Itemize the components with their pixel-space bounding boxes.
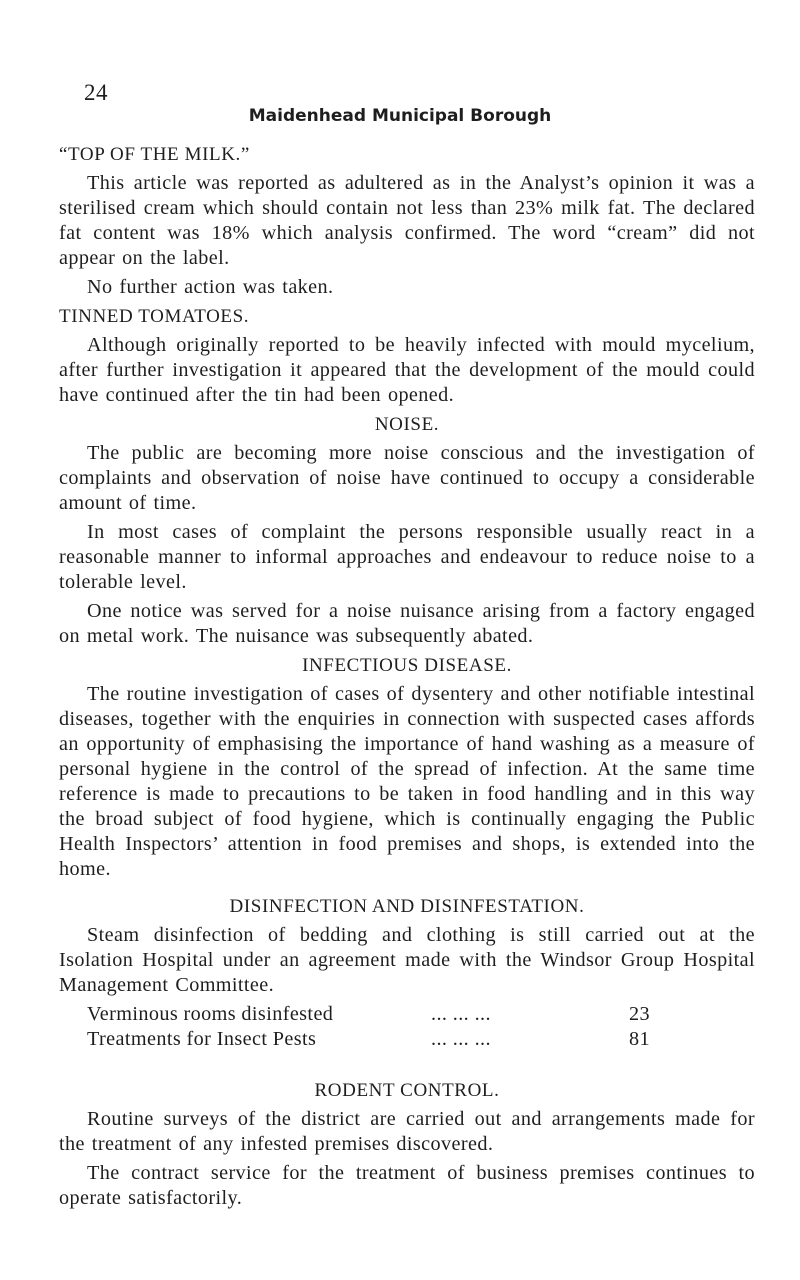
heading-noise: NOISE. — [374, 414, 440, 435]
heading-disinfection: DISINFECTION AND DISINFESTATION. — [229, 896, 585, 917]
page-content — [59, 142, 755, 1211]
heading-infectious-disease: INFECTIOUS DISEASE. — [302, 655, 512, 676]
paragraph-noise-3: One notice was served for a noise nuisance arising from a factory engaged on metal work. The nuisance was subsequently abated. — [59, 600, 755, 647]
page-header: Maidenhead Municipal Borough — [248, 106, 552, 126]
row-leader-dots: ... ... ... — [431, 1028, 491, 1050]
table-row — [59, 1027, 755, 1052]
row-value: 23 — [629, 1003, 650, 1025]
heading-tinned-tomatoes: TINNED TOMATOES. — [59, 306, 250, 327]
row-leader-dots: ... ... ... — [431, 1003, 491, 1025]
row-label: Treatments for Insect Pests — [87, 1028, 317, 1050]
paragraph-infectious-disease: The routine investigation of cases of dysentery and other notifiable intestinal diseases, together with the enquiries in connection with suspected cases affords an opportunity of emphasising the importance of hand washing as a measure of personal hygiene in the control of the spread of infection. At the same time reference is made to precautions to be taken in food handling and in this way the broad subject of food hygiene, which is continually engaging the Public Health Inspectors’ attention in food premises and shops, is extended into the home. — [59, 683, 755, 880]
paragraph-noise-2: In most cases of complaint the persons responsible usually react in a reasonable manner to informal approaches and endeavour to reduce noise to a tolerable level. — [59, 521, 755, 593]
paragraph-top-of-milk-2: No further action was taken. — [87, 276, 334, 298]
paragraph-top-of-milk-1: This article was reported as adultered as in the Analyst’s opinion it was a sterilised cream which should contain not less than 23% milk fat. The declared fat content was 18% which analysis confirmed. The word “cream” did not appear on the label. — [59, 172, 755, 269]
paragraph-rodent-2: The contract service for the treatment of business premises continues to operate satisfactorily. — [59, 1162, 755, 1209]
page-number: 24 — [84, 80, 108, 105]
paragraph-rodent-1: Routine surveys of the district are carried out and arrangements made for the treatment of any infested premises discovered. — [59, 1108, 755, 1155]
row-value: 81 — [629, 1028, 650, 1050]
paragraph-noise-1: The public are becoming more noise conscious and the investigation of complaints and observation of noise have continued to occupy a considerable amount of time. — [59, 442, 755, 514]
paragraph-disinfection: Steam disinfection of bedding and clothing is still carried out at the Isolation Hospital under an agreement made with the Windsor Group Hospital Management Committee. — [59, 924, 755, 996]
heading-top-of-the-milk: “TOP OF THE MILK.” — [59, 144, 250, 165]
heading-rodent-control: RODENT CONTROL. — [314, 1080, 500, 1101]
table-row — [59, 1002, 755, 1027]
row-label: Verminous rooms disinfested — [87, 1003, 334, 1025]
paragraph-tinned-tomatoes: Although originally reported to be heavily infected with mould mycelium, after further investigation it appeared that the development of the mould could have continued after the tin had been opened. — [59, 334, 755, 406]
